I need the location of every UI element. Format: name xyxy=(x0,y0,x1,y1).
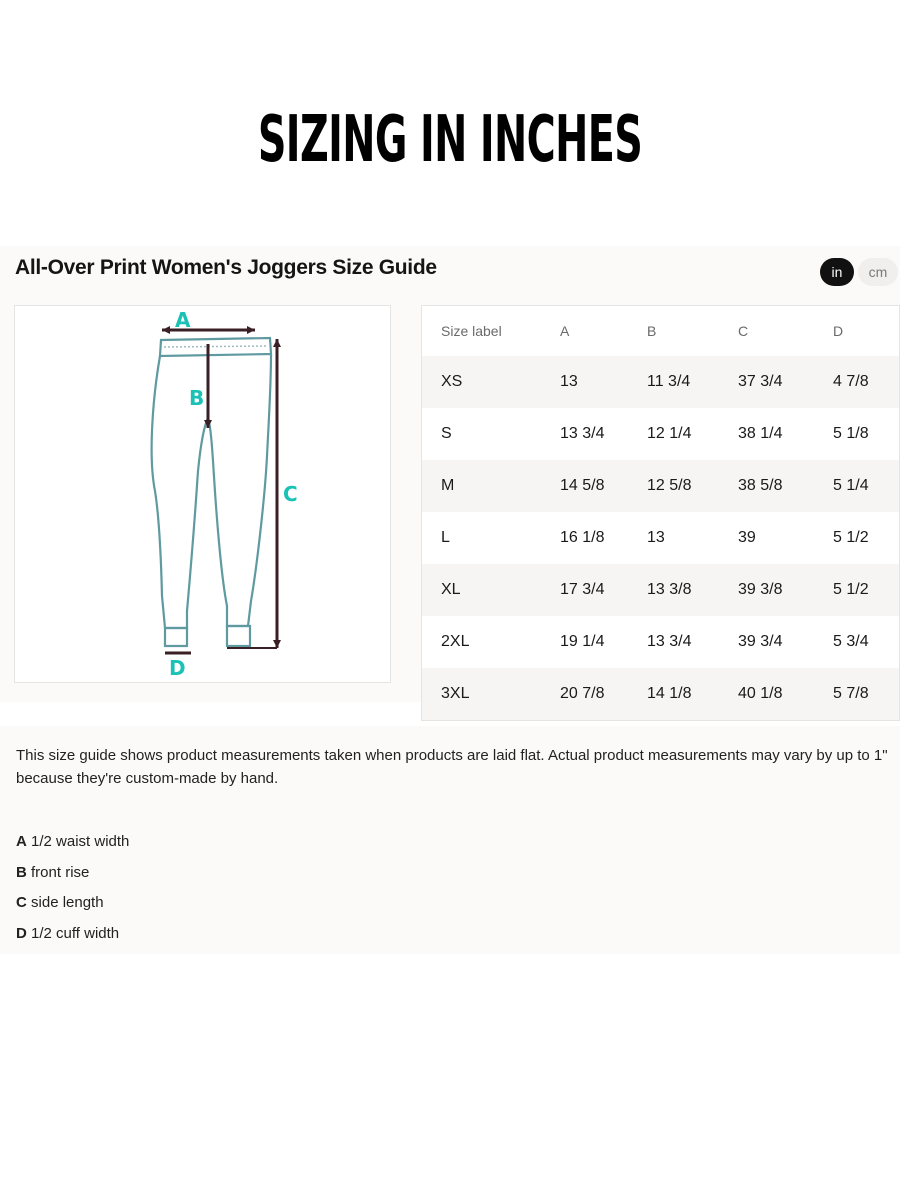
label-a: A xyxy=(175,308,191,332)
table-cell: 40 1/8 xyxy=(726,668,821,721)
legend-text: 1/2 cuff width xyxy=(31,924,120,942)
label-d: D xyxy=(169,656,186,680)
size-label-cell: S xyxy=(422,408,542,460)
table-cell: 17 3/4 xyxy=(541,564,635,616)
joggers-diagram xyxy=(14,305,391,683)
table-cell: 37 3/4 xyxy=(726,356,821,408)
table-cell: 39 3/4 xyxy=(726,616,821,668)
arrow-c-up xyxy=(273,339,281,347)
table-cell: 13 xyxy=(635,512,726,564)
table-cell: 14 1/8 xyxy=(635,668,726,721)
column-header: Size label xyxy=(422,306,542,357)
size-label-cell: 2XL xyxy=(422,616,542,668)
waistband-stitch xyxy=(164,346,268,347)
table-row xyxy=(422,668,900,721)
column-header: B xyxy=(635,306,726,357)
unit-cm-button[interactable]: cm xyxy=(858,258,898,286)
measurement-note: This size guide shows product measurements taken when products are laid flat. Actual product measurements may vary by up to 1" because they're custom-made by hand. xyxy=(16,747,888,787)
table-cell: 5 1/2 xyxy=(821,512,900,564)
size-label-cell: XL xyxy=(422,564,542,616)
size-label-cell: M xyxy=(422,460,542,512)
column-header: D xyxy=(821,306,900,357)
legend-text: side length xyxy=(31,894,104,911)
legend-item xyxy=(16,919,129,950)
table-cell: 13 3/8 xyxy=(635,564,726,616)
size-label-cell: L xyxy=(422,512,542,564)
arrow-c-down xyxy=(273,640,281,648)
table-row xyxy=(422,460,900,512)
legend-key: C xyxy=(16,894,27,911)
size-table xyxy=(421,305,900,721)
size-guide-title: All-Over Print Women's Joggers Size Guide xyxy=(15,256,437,279)
table-row xyxy=(422,512,900,564)
table-row xyxy=(422,356,900,408)
legend-item xyxy=(16,888,129,919)
page-banner: SIZING IN INCHES xyxy=(257,103,643,177)
arrow-a-left xyxy=(162,326,170,334)
table-row xyxy=(422,564,900,616)
legend-text: 1/2 waist width xyxy=(31,833,130,850)
legend-key: D xyxy=(16,924,27,942)
table-cell: 39 3/8 xyxy=(726,564,821,616)
table-cell: 13 3/4 xyxy=(635,616,726,668)
column-header: C xyxy=(726,306,821,357)
table-cell: 19 1/4 xyxy=(541,616,635,668)
table-cell: 5 1/8 xyxy=(821,408,900,460)
table-cell: 39 xyxy=(726,512,821,564)
legend-item xyxy=(16,858,129,889)
legend-key: A xyxy=(16,833,27,850)
table-cell: 12 5/8 xyxy=(635,460,726,512)
table-cell: 16 1/8 xyxy=(541,512,635,564)
left-cuff xyxy=(165,628,187,646)
legend-key: B xyxy=(16,863,27,881)
size-label-cell: XS xyxy=(422,356,542,408)
table-cell: 5 1/4 xyxy=(821,460,900,512)
table-cell: 5 7/8 xyxy=(821,668,900,721)
table-cell: 13 3/4 xyxy=(541,408,635,460)
table-cell: 38 5/8 xyxy=(726,460,821,512)
table-cell: 4 7/8 xyxy=(821,356,900,408)
label-c: C xyxy=(283,482,298,506)
table-row xyxy=(422,616,900,668)
size-label-cell: 3XL xyxy=(422,668,542,721)
leg-outline xyxy=(152,354,271,628)
table-cell: 11 3/4 xyxy=(635,356,726,408)
table-row xyxy=(422,408,900,460)
table-cell: 5 3/4 xyxy=(821,616,900,668)
table-cell: 13 xyxy=(541,356,635,408)
table-cell: 5 1/2 xyxy=(821,564,900,616)
unit-inches-button[interactable]: in xyxy=(820,258,854,286)
joggers-illustration xyxy=(15,306,390,682)
table-cell: 20 7/8 xyxy=(541,668,635,721)
table-cell: 38 1/4 xyxy=(726,408,821,460)
table-cell: 12 1/4 xyxy=(635,408,726,460)
legend-item xyxy=(16,827,129,858)
arrow-a-right xyxy=(247,326,255,334)
table-cell: 14 5/8 xyxy=(541,460,635,512)
column-header: A xyxy=(541,306,635,357)
right-cuff xyxy=(227,626,250,646)
table-header-row xyxy=(422,306,900,357)
unit-toggle xyxy=(818,258,900,286)
label-b: B xyxy=(189,386,205,410)
legend-text: front rise xyxy=(31,863,90,881)
measurement-legend xyxy=(16,827,129,949)
